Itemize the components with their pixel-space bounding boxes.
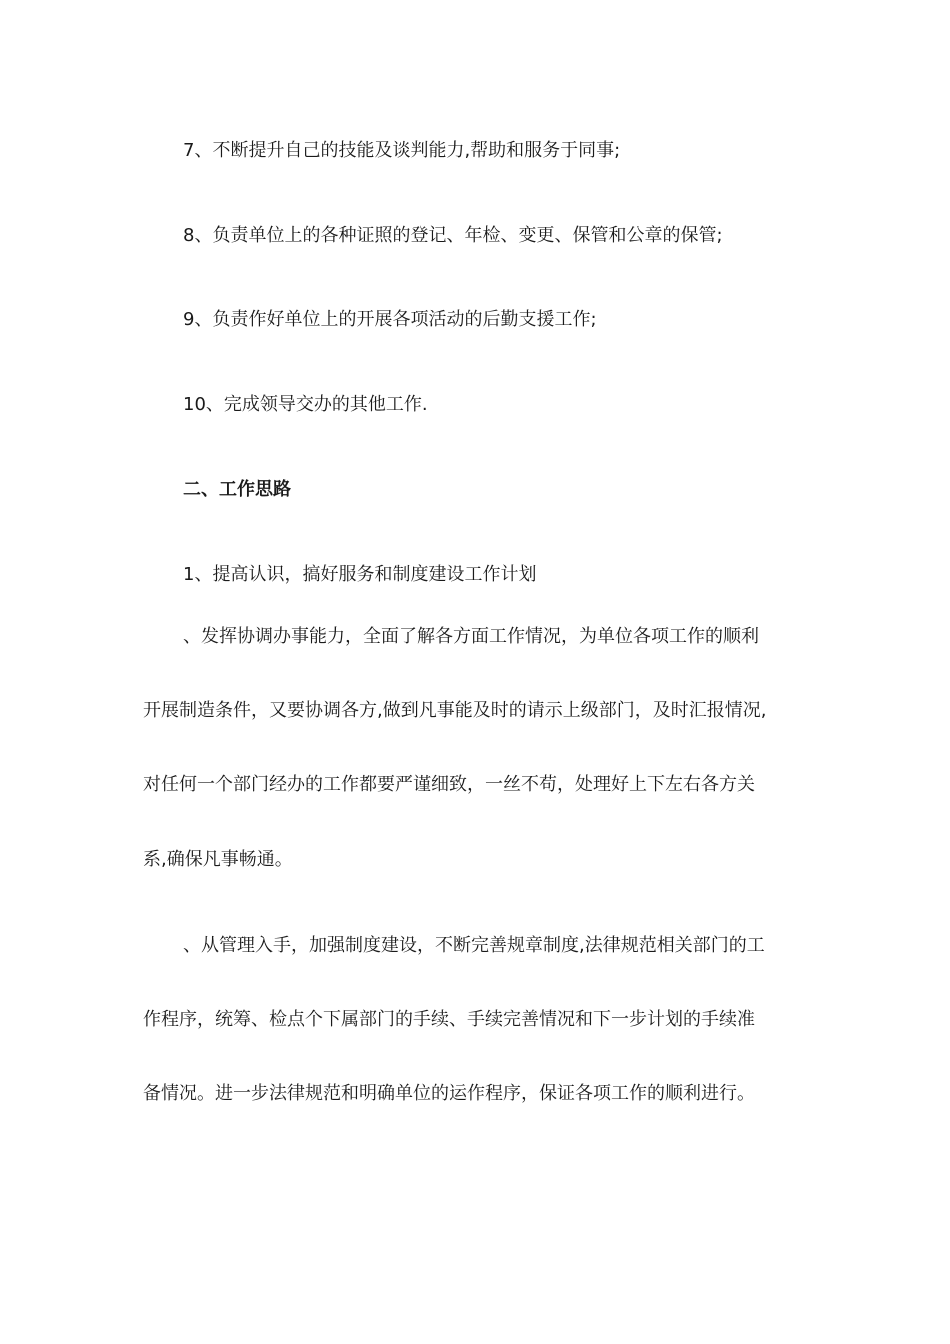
paragraph-line: 备情况。进一步法律规范和明确单位的运作程序，保证各项工作的顺利进行。 <box>143 1083 755 1104</box>
list-item-9: 9、负责作好单位上的开展各项活动的后勤支援工作; <box>183 309 597 330</box>
paragraph-line: 作程序，统筹、检点个下属部门的手续、手续完善情况和下一步计划的手续准 <box>143 1009 755 1030</box>
subheading: 1、提高认识，搞好服务和制度建设工作计划 <box>183 564 537 585</box>
list-item-7: 7、不断提升自己的技能及谈判能力,帮助和服务于同事; <box>183 140 621 161</box>
paragraph-line: 、从管理入手，加强制度建设，不断完善规章制度,法律规范相关部门的工 <box>183 935 765 956</box>
paragraph-line: 、发挥协调办事能力，全面了解各方面工作情况，为单位各项工作的顺利 <box>183 626 759 647</box>
paragraph-line: 开展制造条件，又要协调各方,做到凡事能及时的请示上级部门，及时汇报情况, <box>143 700 767 721</box>
section-heading: 二、工作思路 <box>183 479 291 500</box>
paragraph-line: 系,确保凡事畅通。 <box>143 849 293 870</box>
paragraph-line: 对任何一个部门经办的工作都要严谨细致，一丝不苟，处理好上下左右各方关 <box>143 774 755 795</box>
list-item-8: 8、负责单位上的各种证照的登记、年检、变更、保管和公章的保管; <box>183 225 723 246</box>
list-item-10: 10、完成领导交办的其他工作. <box>183 394 428 415</box>
